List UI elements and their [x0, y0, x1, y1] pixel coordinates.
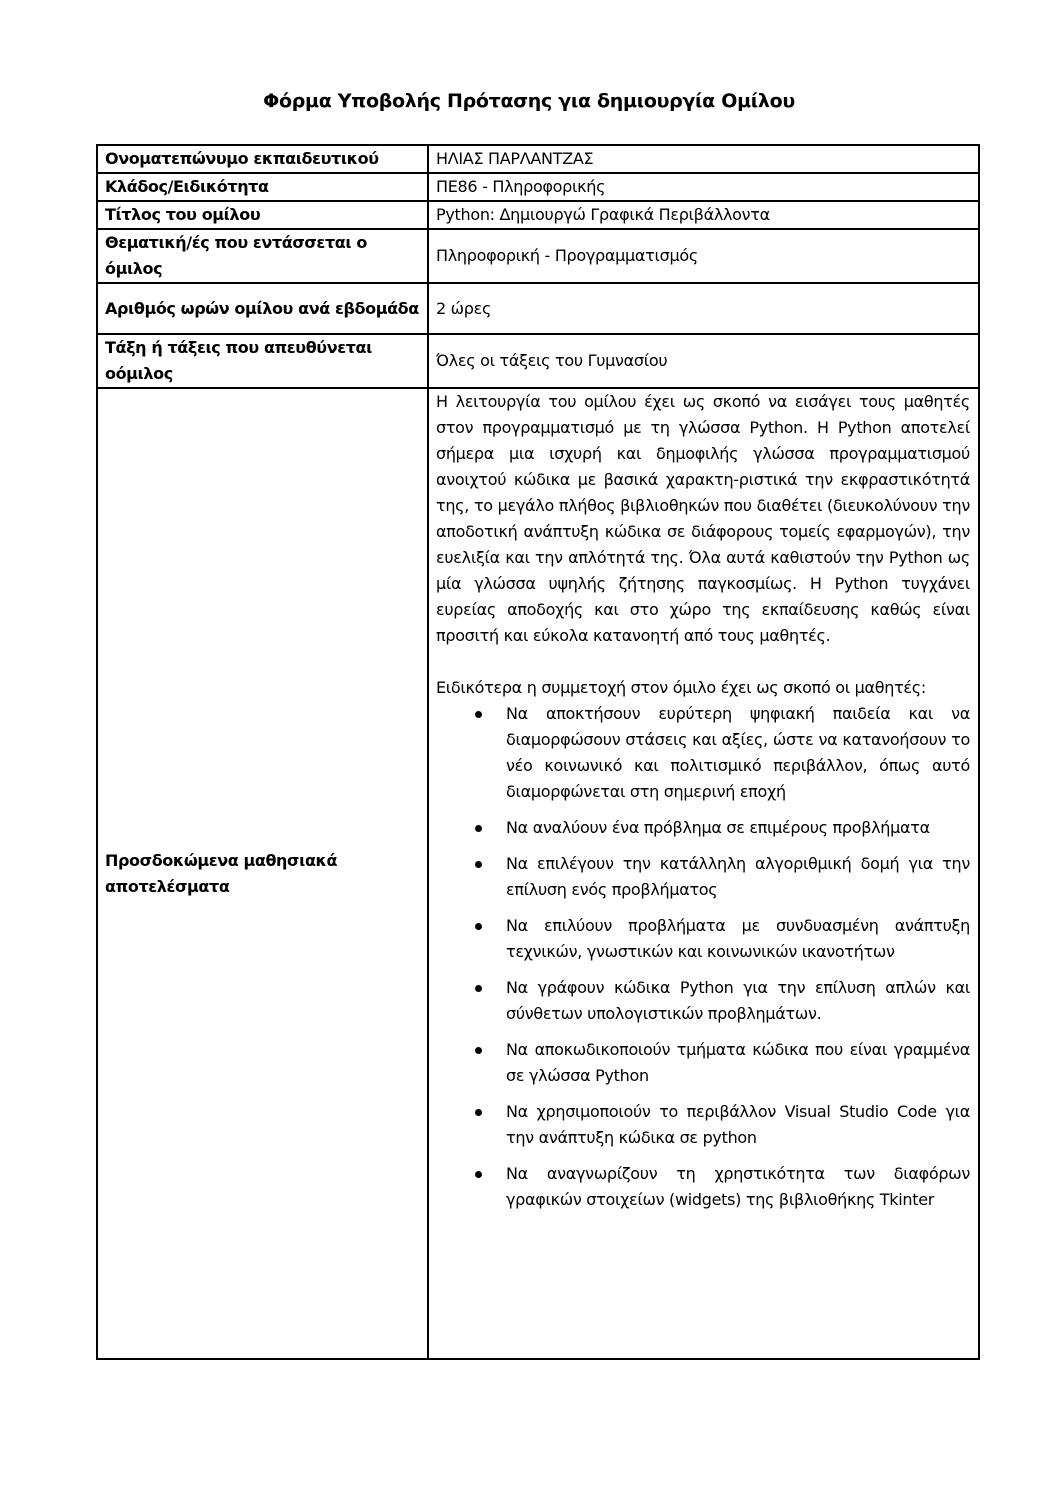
- list-item-text: Να χρησιμοποιούν το περιβάλλον Visual Studio Code για την ανάπτυξη κώδικα σε python: [506, 1102, 970, 1147]
- list-item-text: Να αποκωδικοποιούν τμήματα κώδικα που είναι γραμμένα σε γλώσσα Python: [506, 1040, 970, 1085]
- table-row-weekly-hours: [97, 283, 979, 334]
- table-row-teacher-name: [97, 145, 979, 173]
- list-item-text: Να αναλύουν ένα πρόβλημα σε επιμέρους προβλήματα: [506, 818, 930, 837]
- table-row-specialty: [97, 173, 979, 201]
- field-value: ΗΛΙΑΣ ΠΑΡΛΑΝΤΖΑΣ: [428, 145, 979, 173]
- list-item-text: Να αποκτήσουν ευρύτερη ψηφιακή παιδεία και να διαμορφώσουν στάσεις και αξίες, ώστε να κατανοήσουν το νέο κοινωνικό και πολιτισμικό περιβάλλον, όπως αυτό διαμορφώνεται στη σημερινή εποχή: [506, 704, 970, 801]
- bullet-icon: [475, 985, 482, 992]
- list-item: [506, 1161, 970, 1213]
- field-label: Προσδοκώμενα μαθησιακά αποτελέσματα: [97, 388, 428, 1359]
- field-value: Πληροφορική - Προγραμματισμός: [428, 229, 979, 283]
- intro-paragraph: Η λειτουργία του ομίλου έχει ως σκοπό να εισάγει τους μαθητές στον προγραμματισμό με τη γλώσσα Python. Η Python αποτελεί σήμερα μια ισχυρή και δημοφιλής γλώσσα προγραμματισμού ανοιχτού κώδικα με βασικά χαρακτη-ριστικά την εκφραστικότητά της, το μεγάλο πλήθος βιβλιοθηκών που διαθέτει (διευκολύνουν την αποδοτική ανάπτυξη κώδικα σε διάφορους τομείς εφαρμογών), την ευελιξία και την απλότητά της. Όλα αυτά καθιστούν την Python ως μία γλώσσα υψηλής ζήτησης παγκοσμίως. Η Python τυγχάνει ευρείας αποδοχής και στο χώρο της εκπαίδευσης καθώς είναι προσιτή και εύκολα κατανοητή από τους μαθητές.: [436, 392, 970, 645]
- list-item-text: Να αναγνωρίζουν τη χρηστικότητα των διαφόρων γραφικών στοιχείων (widgets) της βιβλιοθήκης Tkinter: [506, 1164, 970, 1209]
- bullet-icon: [475, 861, 482, 868]
- list-item: [506, 815, 970, 841]
- list-item: [506, 975, 970, 1027]
- field-value: Python: Δημιουργώ Γραφικά Περιβάλλοντα: [428, 201, 979, 229]
- list-item-text: Να επιλέγουν την κατάλληλη αλγοριθμική δομή για την επίλυση ενός προβλήματος: [506, 854, 970, 899]
- bullet-icon: [475, 1047, 482, 1054]
- table-row-target-classes: [97, 334, 979, 388]
- bullet-icon: [475, 1171, 482, 1178]
- table-row-club-title: [97, 201, 979, 229]
- spacer: [436, 649, 970, 675]
- field-label: Τάξη ή τάξεις που απευθύνεται οόμιλος: [97, 334, 428, 388]
- lead-paragraph: Ειδικότερα η συμμετοχή στον όμιλο έχει ως σκοπό οι μαθητές:: [436, 678, 926, 697]
- bullet-icon: [475, 923, 482, 930]
- list-item: [506, 701, 970, 805]
- bullet-icon: [475, 1109, 482, 1116]
- list-item: [506, 913, 970, 965]
- outcomes-list: [436, 701, 970, 1213]
- bullet-icon: [475, 711, 482, 718]
- page-title: Φόρμα Υποβολής Πρότασης για δημιουργία Ομίλου: [263, 90, 795, 112]
- table-row-learning-outcomes: [97, 388, 979, 1359]
- field-value: ΠΕ86 - Πληροφορικής: [428, 173, 979, 201]
- field-label: Τίτλος του ομίλου: [97, 201, 428, 229]
- list-item-text: Να επιλύουν προβλήματα με συνδυασμένη ανάπτυξη τεχνικών, γνωστικών και κοινωνικών ικανοτήτων: [506, 916, 970, 961]
- list-item-text: Να γράφουν κώδικα Python για την επίλυση απλών και σύνθετων υπολογιστικών προβλημάτων.: [506, 978, 970, 1023]
- list-item: [506, 1037, 970, 1089]
- field-label: Αριθμός ωρών ομίλου ανά εβδομάδα: [97, 283, 428, 334]
- field-label: Ονοματεπώνυμο εκπαιδευτικού: [97, 145, 428, 173]
- field-label: Κλάδος/Ειδικότητα: [97, 173, 428, 201]
- proposal-form-table: [96, 144, 980, 1360]
- field-value: [428, 388, 979, 1359]
- table-row-thematic: [97, 229, 979, 283]
- bullet-icon: [475, 825, 482, 832]
- field-label: Θεματική/ές που εντάσσεται ο όμιλος: [97, 229, 428, 283]
- list-item: [506, 851, 970, 903]
- field-value: Όλες οι τάξεις του Γυμνασίου: [428, 334, 979, 388]
- list-item: [506, 1099, 970, 1151]
- field-value: 2 ώρες: [428, 283, 979, 334]
